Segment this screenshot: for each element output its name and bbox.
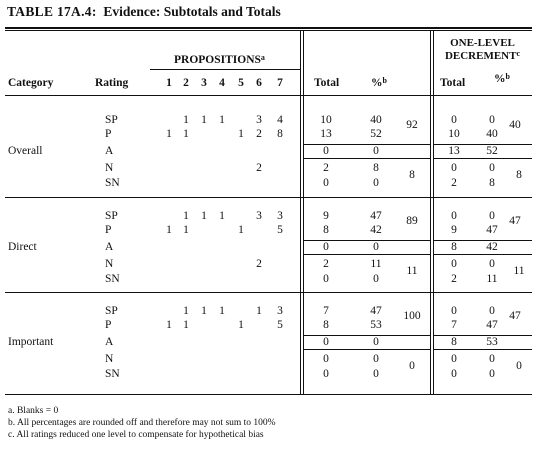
percent2-subtotal-bottom: 0 bbox=[516, 360, 522, 372]
percent2-cell: 47 bbox=[486, 319, 498, 331]
proposition-cell: 1 bbox=[183, 224, 189, 236]
total-header: Total bbox=[314, 77, 340, 89]
total2-cell: 2 bbox=[451, 177, 457, 189]
total2-cell: 8 bbox=[451, 336, 457, 348]
rating-label: N bbox=[105, 162, 114, 174]
rule-line bbox=[5, 292, 532, 293]
percent-subtotal-bottom: 0 bbox=[409, 360, 415, 372]
percent-header bbox=[371, 78, 387, 90]
total-cell: 0 bbox=[323, 145, 329, 157]
proposition-cell: 3 bbox=[277, 210, 283, 222]
rating-label: P bbox=[105, 224, 112, 236]
proposition-cell: 1 bbox=[256, 305, 262, 317]
rating-label: N bbox=[105, 258, 114, 270]
percent2-cell: 11 bbox=[486, 273, 498, 285]
rating-label: SP bbox=[105, 305, 118, 317]
rule-line bbox=[430, 30, 431, 394]
rule-line bbox=[300, 30, 301, 394]
percent2-cell: 53 bbox=[486, 336, 498, 348]
percent-cell: 8 bbox=[373, 162, 379, 174]
rule-line bbox=[433, 254, 532, 255]
total-cell: 0 bbox=[323, 336, 329, 348]
percent-cell: 40 bbox=[370, 114, 382, 126]
total-cell: 0 bbox=[323, 177, 329, 189]
rule-line bbox=[303, 158, 430, 159]
rating-label: SN bbox=[105, 177, 120, 189]
table-heading: Evidence: Subtotals and Totals bbox=[103, 4, 281, 19]
footnote-marker: a bbox=[260, 53, 265, 62]
percent2-cell: 0 bbox=[489, 258, 495, 270]
percent2-cell: 42 bbox=[486, 241, 498, 253]
proposition-number: 4 bbox=[219, 77, 225, 89]
proposition-cell: 2 bbox=[256, 128, 262, 140]
proposition-cell: 1 bbox=[166, 319, 172, 331]
percent-cell: 11 bbox=[370, 258, 382, 270]
category-label: Direct bbox=[8, 241, 37, 253]
proposition-cell: 8 bbox=[277, 128, 283, 140]
total2-cell: 0 bbox=[451, 210, 457, 222]
percent-cell: 0 bbox=[373, 241, 379, 253]
proposition-cell: 1 bbox=[238, 224, 244, 236]
rating-label: P bbox=[105, 319, 112, 331]
rule-line bbox=[5, 394, 532, 395]
percent2-subtotal-bottom: 11 bbox=[513, 265, 525, 277]
proposition-cell: 1 bbox=[201, 114, 207, 126]
total2-cell: 9 bbox=[451, 224, 457, 236]
proposition-cell: 1 bbox=[183, 114, 189, 126]
table-label: TABLE 17A.4: bbox=[7, 4, 97, 19]
proposition-cell: 2 bbox=[256, 258, 262, 270]
rule-line bbox=[303, 240, 430, 241]
rule-line bbox=[5, 197, 532, 198]
rule-line bbox=[5, 95, 532, 96]
percent2-cell: 0 bbox=[489, 114, 495, 126]
percent-cell: 47 bbox=[370, 305, 382, 317]
total2-cell: 8 bbox=[451, 241, 457, 253]
percent2-cell: 52 bbox=[486, 145, 498, 157]
rating-label: A bbox=[105, 241, 114, 253]
total-cell: 8 bbox=[323, 224, 329, 236]
percent2-cell: 8 bbox=[489, 177, 495, 189]
decrement-header bbox=[433, 51, 532, 62]
proposition-number: 2 bbox=[183, 77, 189, 89]
percent-label: % bbox=[371, 77, 383, 89]
percent-cell: 0 bbox=[373, 145, 379, 157]
percent-subtotal-bottom: 8 bbox=[409, 169, 415, 181]
total-cell: 2 bbox=[323, 162, 329, 174]
rating-label: P bbox=[105, 128, 112, 140]
footnote-a: a. Blanks = 0 bbox=[8, 406, 59, 416]
total-cell: 0 bbox=[323, 241, 329, 253]
rule-line bbox=[303, 335, 430, 336]
rule-line bbox=[433, 30, 434, 394]
total-cell: 9 bbox=[323, 210, 329, 222]
rule-line bbox=[303, 349, 430, 350]
percent2-cell: 0 bbox=[489, 305, 495, 317]
proposition-cell: 1 bbox=[166, 224, 172, 236]
percent2-cell: 0 bbox=[489, 368, 495, 380]
rule-line bbox=[303, 254, 430, 255]
proposition-number: 1 bbox=[166, 77, 172, 89]
percent-subtotal-bottom: 11 bbox=[406, 265, 418, 277]
category-header: Category bbox=[8, 77, 54, 89]
proposition-cell: 3 bbox=[256, 114, 262, 126]
rule-line bbox=[5, 30, 532, 31]
total2-header: Total bbox=[440, 77, 466, 89]
total-cell: 10 bbox=[320, 114, 332, 126]
propositions-header bbox=[174, 55, 265, 67]
proposition-cell: 1 bbox=[183, 319, 189, 331]
category-label: Overall bbox=[8, 145, 43, 157]
total2-cell: 0 bbox=[451, 258, 457, 270]
proposition-cell: 1 bbox=[201, 210, 207, 222]
category-label: Important bbox=[8, 336, 54, 348]
rating-label: N bbox=[105, 353, 114, 365]
footnote-b: b. All percentages are rounded off and therefore may not sum to 100% bbox=[8, 418, 276, 428]
percent-cell: 0 bbox=[373, 353, 379, 365]
percent2-cell: 0 bbox=[489, 162, 495, 174]
rule-line bbox=[433, 335, 532, 336]
total2-cell: 13 bbox=[448, 145, 460, 157]
percent-cell: 0 bbox=[373, 273, 379, 285]
percent-cell: 52 bbox=[370, 128, 382, 140]
proposition-cell: 2 bbox=[256, 162, 262, 174]
rating-header: Rating bbox=[95, 77, 129, 89]
percent-subtotal-top: 100 bbox=[403, 310, 421, 322]
total-cell: 13 bbox=[320, 128, 332, 140]
total-cell: 7 bbox=[323, 305, 329, 317]
percent2-subtotal-top: 47 bbox=[509, 215, 521, 227]
proposition-cell: 5 bbox=[277, 224, 283, 236]
percent-cell: 53 bbox=[370, 319, 382, 331]
percent2-header bbox=[494, 74, 510, 86]
rule-line bbox=[433, 158, 532, 159]
total-cell: 2 bbox=[323, 258, 329, 270]
proposition-cell: 1 bbox=[219, 114, 225, 126]
proposition-number: 5 bbox=[238, 77, 244, 89]
percent-cell: 47 bbox=[370, 210, 382, 222]
total2-cell: 0 bbox=[451, 368, 457, 380]
footnote-marker: c bbox=[516, 49, 521, 58]
percent-cell: 0 bbox=[373, 177, 379, 189]
percent-label: % bbox=[494, 73, 506, 85]
total2-cell: 0 bbox=[451, 114, 457, 126]
total-cell: 8 bbox=[323, 319, 329, 331]
total-cell: 0 bbox=[323, 353, 329, 365]
total2-cell: 10 bbox=[448, 128, 460, 140]
rule-line bbox=[433, 349, 532, 350]
proposition-cell: 5 bbox=[277, 319, 283, 331]
total2-cell: 0 bbox=[451, 305, 457, 317]
percent2-subtotal-top: 40 bbox=[509, 119, 521, 131]
proposition-cell: 1 bbox=[166, 128, 172, 140]
rule-line bbox=[433, 240, 532, 241]
percent2-subtotal-top: 47 bbox=[509, 310, 521, 322]
percent2-cell: 0 bbox=[489, 210, 495, 222]
total2-cell: 0 bbox=[451, 162, 457, 174]
decrement-label: DECREMENT bbox=[444, 50, 517, 62]
proposition-cell: 4 bbox=[277, 114, 283, 126]
percent2-cell: 0 bbox=[489, 353, 495, 365]
proposition-cell: 1 bbox=[219, 210, 225, 222]
table-title bbox=[7, 5, 281, 19]
footnote-c: c. All ratings reduced one level to compensate for hypothetical bias bbox=[8, 430, 264, 440]
rating-label: SN bbox=[105, 273, 120, 285]
proposition-cell: 1 bbox=[183, 128, 189, 140]
footnote-marker: b bbox=[505, 72, 510, 81]
rule-line bbox=[150, 69, 300, 70]
proposition-cell: 1 bbox=[238, 319, 244, 331]
percent-cell: 42 bbox=[370, 224, 382, 236]
proposition-cell: 3 bbox=[256, 210, 262, 222]
rule-line bbox=[303, 144, 430, 145]
proposition-cell: 1 bbox=[219, 305, 225, 317]
proposition-number: 7 bbox=[277, 77, 283, 89]
proposition-cell: 1 bbox=[183, 305, 189, 317]
rating-label: SN bbox=[105, 368, 120, 380]
percent2-cell: 47 bbox=[486, 224, 498, 236]
one-level-header: ONE-LEVEL bbox=[450, 37, 515, 49]
rating-label: SP bbox=[105, 210, 118, 222]
rating-label: A bbox=[105, 336, 114, 348]
percent-subtotal-top: 89 bbox=[406, 215, 418, 227]
total-cell: 0 bbox=[323, 368, 329, 380]
propositions-label: PROPOSITIONS bbox=[174, 54, 261, 66]
proposition-cell: 3 bbox=[277, 305, 283, 317]
proposition-number: 6 bbox=[256, 77, 262, 89]
percent2-subtotal-bottom: 8 bbox=[516, 169, 522, 181]
total2-cell: 2 bbox=[451, 273, 457, 285]
percent2-cell: 40 bbox=[486, 128, 498, 140]
total2-cell: 7 bbox=[451, 319, 457, 331]
proposition-cell: 1 bbox=[238, 128, 244, 140]
percent-cell: 0 bbox=[373, 336, 379, 348]
proposition-number: 3 bbox=[201, 77, 207, 89]
rating-label: A bbox=[105, 145, 114, 157]
footnote-marker: b bbox=[382, 76, 387, 85]
rule-line bbox=[5, 27, 532, 29]
proposition-cell: 1 bbox=[201, 305, 207, 317]
total2-cell: 0 bbox=[451, 353, 457, 365]
total-cell: 0 bbox=[323, 273, 329, 285]
percent-cell: 0 bbox=[373, 368, 379, 380]
rating-label: SP bbox=[105, 114, 118, 126]
proposition-cell: 1 bbox=[183, 210, 189, 222]
rule-line bbox=[303, 30, 304, 394]
percent-subtotal-top: 92 bbox=[406, 119, 418, 131]
